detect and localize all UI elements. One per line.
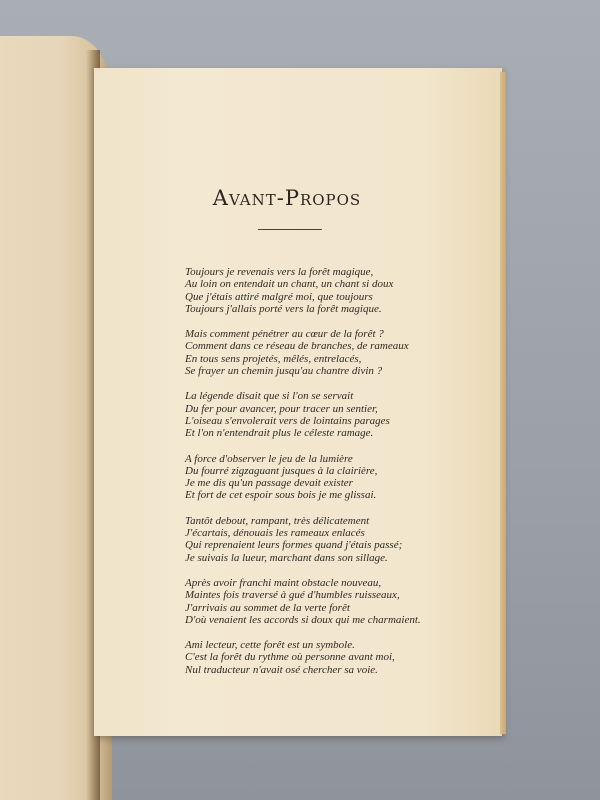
- poem-line: Que j'étais attiré malgré moi, que toujours: [185, 290, 373, 303]
- poem-line: Nul traducteur n'avait osé chercher sa voie.: [185, 663, 378, 676]
- stanza: [185, 515, 485, 564]
- poem-line: C'est la forêt du rythme où personne avant moi,: [185, 651, 395, 664]
- poem-line: Du fourré zigzaguant jusques à la clairière,: [185, 464, 378, 477]
- stanza: [185, 577, 485, 626]
- stanza: [185, 390, 485, 439]
- poem-line: Comment dans ce réseau de branches, de rameaux: [185, 340, 409, 353]
- poem-line: Toujours j'allais porté vers la forêt magique.: [185, 302, 382, 315]
- poem-line: Je me dis qu'un passage devait exister: [185, 477, 353, 490]
- poem-line: Qui reprenaient leurs formes quand j'étais passé;: [185, 539, 403, 552]
- stanza: [185, 328, 485, 377]
- poem-line: J'écartais, dénouais les rameaux enlacés: [185, 527, 365, 540]
- poem-line: Toujours je revenais vers la forêt magique,: [185, 266, 374, 278]
- page-title: Avant-Propos: [212, 186, 362, 210]
- poem-line: Et fort de cet espoir sous bois je me glissai.: [185, 489, 377, 502]
- stanza: [185, 639, 485, 676]
- poem-line: A force d'observer le jeu de la lumière: [185, 452, 353, 465]
- poem-line: J'arrivais au sommet de la verte forêt: [185, 601, 350, 614]
- poem-line: Après avoir franchi maint obstacle nouveau,: [185, 576, 382, 589]
- poem-line: Maintes fois traversé à gué d'humbles ruisseaux,: [185, 589, 400, 602]
- poem-line: L'oiseau s'envolerait vers de lointains parages: [185, 414, 390, 427]
- stanza: [185, 453, 485, 502]
- poem: [185, 266, 485, 689]
- poem-line: Du fer pour avancer, pour tracer un sentier,: [185, 402, 378, 415]
- poem-line: La légende disait que si l'on se servait: [185, 390, 354, 403]
- poem-line: D'où venaient les accords si doux qui me charmaient.: [185, 613, 421, 626]
- poem-line: Je suivais la lueur, marchant dans son sillage.: [185, 551, 388, 564]
- poem-line: En tous sens projetés, mêlés, entrelacés,: [185, 352, 362, 365]
- poem-line: Ami lecteur, cette forêt est un symbole.: [185, 639, 355, 652]
- page-edge: [500, 72, 506, 734]
- poem-line: Et l'on n'entendrait plus le céleste ramage.: [185, 427, 374, 440]
- poem-line: Se frayer un chemin jusqu'au chantre divin ?: [185, 365, 383, 378]
- poem-line: Mais comment pénétrer au cœur de la forêt ?: [185, 328, 384, 341]
- stanza: [185, 266, 485, 315]
- title-divider: [258, 229, 322, 230]
- poem-line: Tantôt debout, rampant, très délicatement: [185, 514, 370, 527]
- poem-line: Au loin on entendait un chant, un chant si doux: [185, 278, 394, 291]
